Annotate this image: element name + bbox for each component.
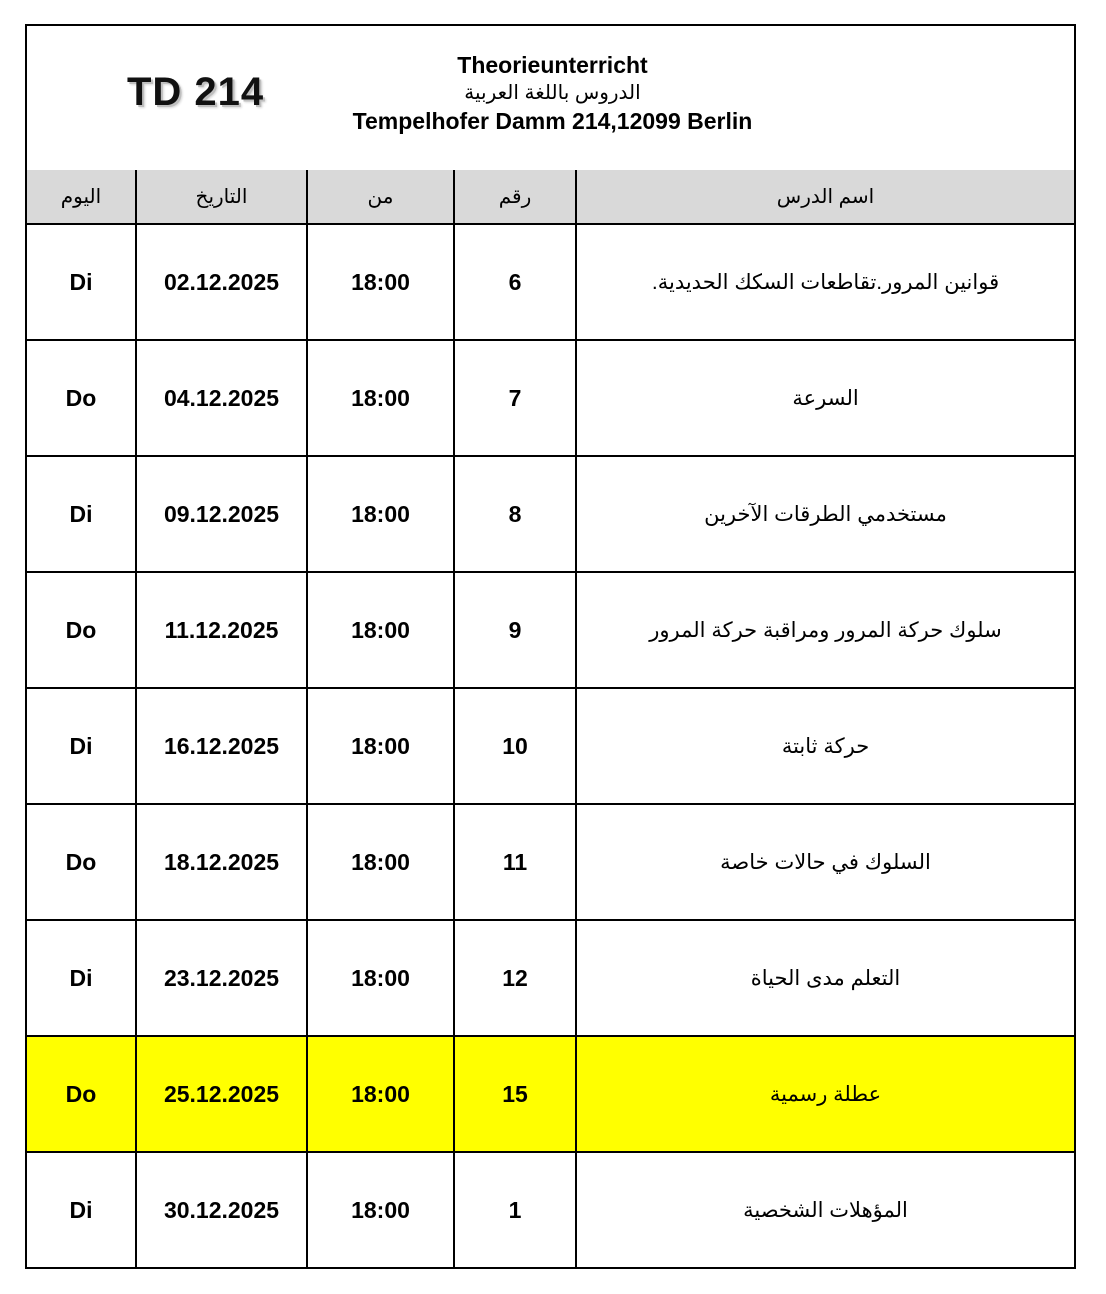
cell-number: 7 (454, 340, 576, 456)
cell-date: 11.12.2025 (136, 572, 307, 688)
cell-lesson: سلوك حركة المرور ومراقبة حركة المرور (576, 572, 1074, 688)
cell-number: 11 (454, 804, 576, 920)
column-header-from: من (307, 170, 454, 224)
cell-day: Do (27, 1036, 136, 1152)
table-row (27, 920, 1074, 1036)
table-row (27, 1036, 1074, 1152)
cell-time: 18:00 (307, 804, 454, 920)
logo: TD 214 (127, 70, 265, 114)
table-row (27, 572, 1074, 688)
column-header-lesson: اسم الدرس (576, 170, 1074, 224)
cell-number: 9 (454, 572, 576, 688)
cell-day: Di (27, 920, 136, 1036)
cell-lesson: عطلة رسمية (576, 1036, 1074, 1152)
cell-lesson: مستخدمي الطرقات الآخرين (576, 456, 1074, 572)
cell-number: 10 (454, 688, 576, 804)
table-row (27, 804, 1074, 920)
cell-day: Do (27, 804, 136, 920)
cell-date: 09.12.2025 (136, 456, 307, 572)
table-row (27, 456, 1074, 572)
cell-day: Di (27, 224, 136, 340)
cell-time: 18:00 (307, 340, 454, 456)
cell-date: 02.12.2025 (136, 224, 307, 340)
cell-lesson: التعلم مدى الحياة (576, 920, 1074, 1036)
table-header-row (27, 170, 1074, 224)
cell-date: 18.12.2025 (136, 804, 307, 920)
table-row (27, 688, 1074, 804)
cell-time: 18:00 (307, 1036, 454, 1152)
table-row (27, 1152, 1074, 1268)
cell-lesson: المؤهلات الشخصية (576, 1152, 1074, 1268)
cell-date: 04.12.2025 (136, 340, 307, 456)
schedule-table (27, 170, 1074, 1268)
cell-time: 18:00 (307, 456, 454, 572)
cell-lesson: حركة ثابتة (576, 688, 1074, 804)
document-header (27, 26, 1074, 172)
cell-date: 16.12.2025 (136, 688, 307, 804)
cell-number: 8 (454, 456, 576, 572)
page-title: Theorieunterricht (457, 52, 648, 78)
cell-time: 18:00 (307, 1152, 454, 1268)
cell-time: 18:00 (307, 224, 454, 340)
cell-time: 18:00 (307, 572, 454, 688)
cell-date: 30.12.2025 (136, 1152, 307, 1268)
header-text (27, 52, 1078, 136)
cell-day: Di (27, 1152, 136, 1268)
cell-day: Di (27, 456, 136, 572)
cell-date: 23.12.2025 (136, 920, 307, 1036)
cell-number: 1 (454, 1152, 576, 1268)
cell-lesson: السرعة (576, 340, 1074, 456)
cell-lesson: السلوك في حالات خاصة (576, 804, 1074, 920)
table-row (27, 224, 1074, 340)
column-header-number: رقم (454, 170, 576, 224)
cell-day: Di (27, 688, 136, 804)
cell-time: 18:00 (307, 920, 454, 1036)
cell-time: 18:00 (307, 688, 454, 804)
address: Tempelhofer Damm 214,12099 Berlin (352, 108, 753, 134)
cell-day: Do (27, 340, 136, 456)
arabic-subtitle: الدروس باللغة العربية (464, 82, 641, 104)
column-header-day: اليوم (27, 170, 136, 224)
cell-number: 6 (454, 224, 576, 340)
cell-number: 15 (454, 1036, 576, 1152)
cell-lesson: قوانين المرور.تقاطعات السكك الحديدية. (576, 224, 1074, 340)
cell-day: Do (27, 572, 136, 688)
schedule-sheet (25, 24, 1076, 1269)
table-row (27, 340, 1074, 456)
cell-number: 12 (454, 920, 576, 1036)
cell-date: 25.12.2025 (136, 1036, 307, 1152)
column-header-date: التاريخ (136, 170, 307, 224)
